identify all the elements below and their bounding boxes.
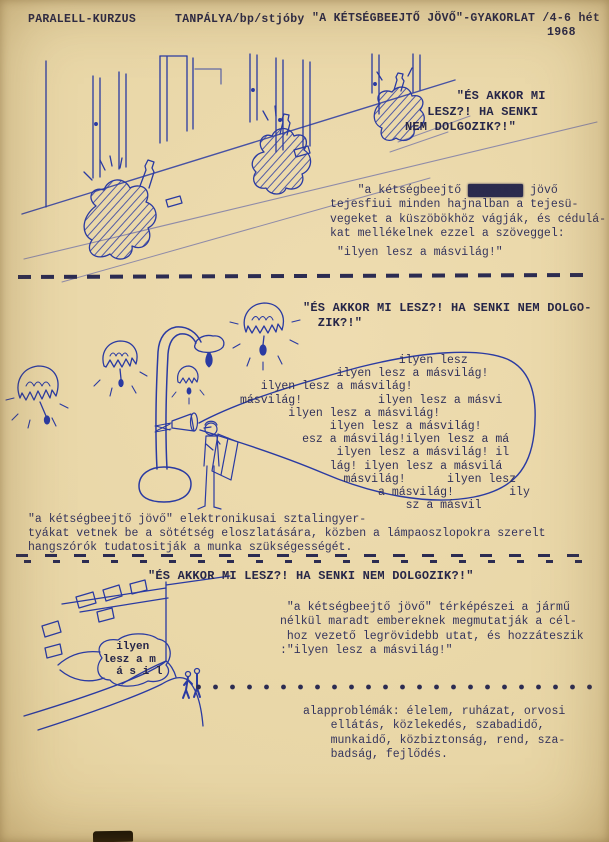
header-exercise: "A KÉTSÉGBEEJTŐ JÖVŐ"-GYAKORLAT /4-6 hét [312, 12, 601, 25]
paragraph-electronics: "a kétségbeejtő jövő" elektronikusai sztalingyer- tyákat vetnek be a sötétség eloszlatására, közben a lámpaoszlopokra szerelt hangszórók tudatositják a munka szükségességét. [28, 513, 546, 555]
paragraph-milk: "a kétségbeejtő xxxxxxxx jövő tejesfiui minden hajnalban a tejesü- vegeket a küszöbökhöz vágják, és cédulá- kat mellékelnek ezzel a szöveggel: [330, 184, 607, 240]
paragraph-problems: alapproblémák: élelem, ruházat, orvosi ellátás, közlekedés, szabadidő, munkaidő, közbiztonság, rend, sza- badság, fejlődés. [303, 705, 566, 761]
speech-bubble-text: ilyen lesz ilyen lesz a másvilág! ilyen lesz a másvilág! másvilág! ilyen lesz a másvi ilyen lesz a másvilág! ilyen lesz a másvilág! esz a másvilág!ilyen lesz a má ilyen lesz a másvilág! il lág! ilyen lesz a másvilá másvilág! ilyen lesz a másvilág! ily sz a másvil [240, 354, 530, 513]
struck-word: xxxxxxxx [468, 184, 524, 197]
paragraph-milk-line1: "a kétségbeejtő xxxxxxxx jövő [330, 184, 558, 197]
quote-2: "ÉS AKKOR MI LESZ?! HA SENKI NEM DOLGO- ZIK?!" [303, 301, 592, 330]
milk-splash-drawing [252, 106, 310, 194]
separator-dashed-2 [16, 554, 594, 557]
man-figure-drawing [198, 421, 238, 509]
header-course: PARALELL-KURZUS [28, 13, 137, 26]
milk-splash-drawing [84, 156, 182, 259]
scan-edge-mark [93, 831, 133, 842]
quote-1: "ÉS AKKOR MI LESZ?! HA SENKI NEM DOLGOZIK?!" [405, 89, 546, 134]
quote-3: "ÉS AKKOR MI LESZ?! HA SENKI NEM DOLGOZIK?!" [148, 569, 474, 583]
lamp-post-drawing [139, 327, 224, 502]
map-bubble-text: ilyen lesz a m á s i l [103, 641, 163, 678]
flare-drawing [6, 366, 68, 428]
flare-drawing [172, 366, 204, 404]
flare-drawing [94, 341, 147, 396]
separator-dotted [190, 684, 596, 690]
separator-dashed-2b [24, 560, 594, 563]
paragraph-cartographers: "a kétségbeejtő jövő" térképészei a jármű nélkül maradt embereknek megmutatják a cél- hoz vezető legrövidebb utat, és hozzáteszik :"ilyen lesz a másvilág!" [280, 601, 584, 657]
header-track: TANPÁLYA/bp/stjóby [175, 13, 305, 26]
year-label: 1968 [547, 26, 576, 39]
tagline-afterlife: "ilyen lesz a másvilág!" [337, 246, 503, 259]
